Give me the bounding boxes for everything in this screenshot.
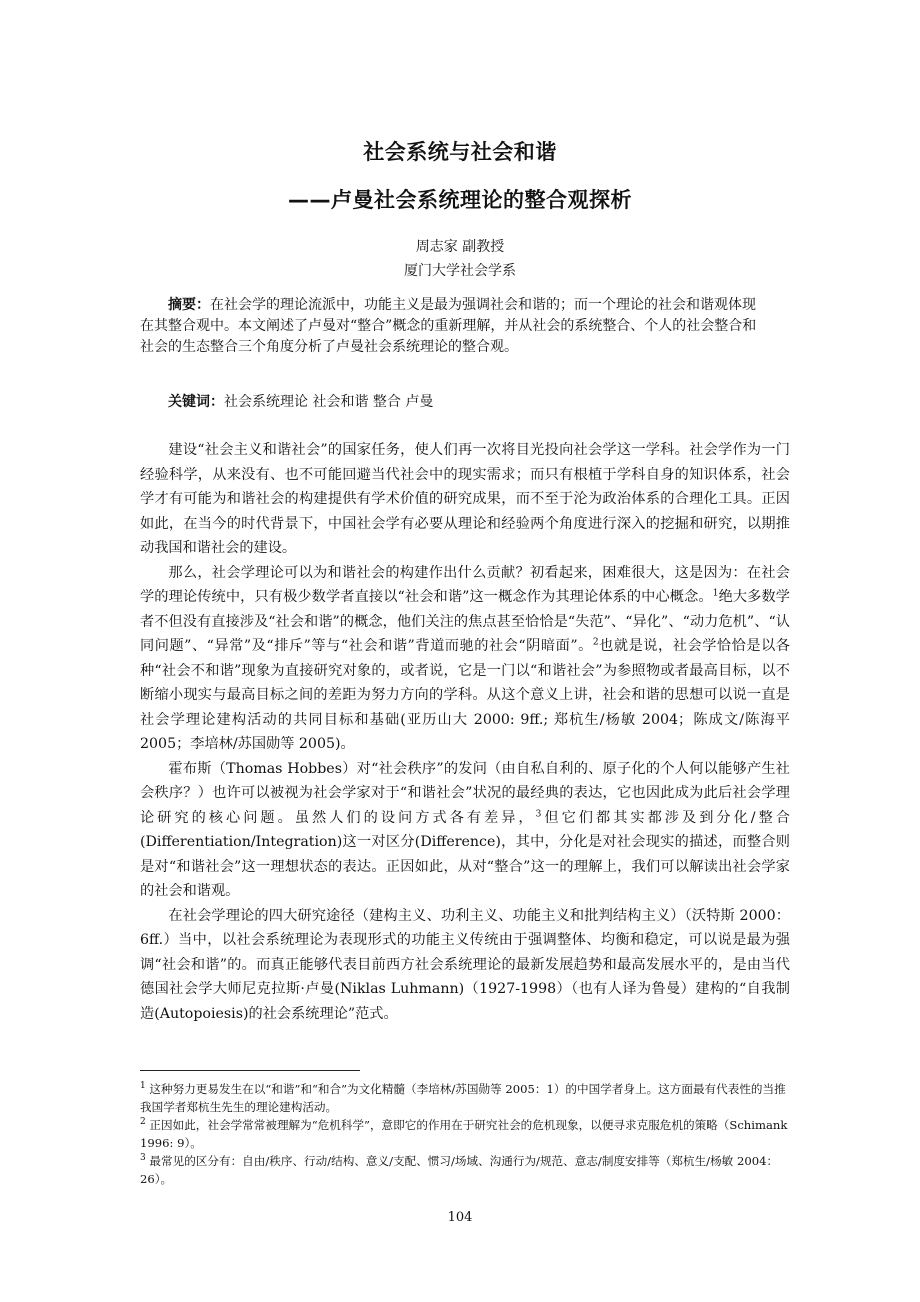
paragraph-text: 但它们都其实都涉及到分化/整合(Differentiation/Integration)这一对区分(Difference)，其中，分化是对社会现实的描述，而整合则是对“和谐社会”这一理想状态的表达。正因如此，从对“整合”这一的理解上，我们可以解读出社会学家的社会和谐观。 [140,809,790,899]
footnote-ref: 3 [535,808,542,819]
body-paragraph-2 [140,561,790,757]
footnote-ref: 2 [592,637,599,648]
footnote-text: 正因如此，社会学常常被理解为“危机科学”，意即它的作用在于研究社会的危机现象，以便寻求克服危机的策略（Schimank 1996: 9）。 [140,1118,788,1150]
affiliation-line: 厦门大学社会学系 [404,263,516,279]
paragraph-text: 也就是说，社会学恰恰是以各种“社会不和谐”现象为直接研究对象的，或者说，它是一门以“和谐社会”为参照物或者最高目标，以不断缩小现实与最高目标之间的差距为努力方向的学科。从这个意义上讲，社会和谐的思想可以说一直是社会学理论建构活动的共同目标和基础(亚历山大 2000: 9ff.; 郑杭生/杨敏 2004；陈成文/陈海平 2005；李培林/苏国勋等 2005)。 [140,638,790,752]
body-text [140,438,790,1026]
footnote-3 [140,1152,790,1188]
footnote-divider [140,1070,360,1071]
footnote-ref: 1 [712,588,719,599]
paragraph-text: 霍布斯（Thomas Hobbes）对“社会秩序”的发问（由自私自利的、原子化的个人何以能够产生社会秩序？）也许可以被视为社会学家对于“和谐社会”状况的最经典的表达，它也因此成为此后社会学理论研究的核心问题。虽然人们的设问方式各有差异， [140,760,790,826]
footnotes [140,1080,790,1188]
footnote-number: 2 [140,1117,146,1128]
paper-title: 社会系统与社会和谐 [363,140,557,164]
paragraph-text: 那么，社会学理论可以为和谐社会的构建作出什么贡献？初看起来，困难很大，这是因为：在社会学的理论传统中，只有极少数学者直接以“社会和谐”这一概念作为其理论体系的中心概念。 [140,564,790,605]
footnote-text: 最常见的区分有：自由/秩序、行动/结构、意义/支配、惯习/场域、沟通行为/规范、意志/制度安排等（郑杭生/杨敏 2004：26）。 [140,1154,779,1186]
footnote-number: 3 [140,1153,146,1164]
footnote-1 [140,1080,790,1116]
body-paragraph-1: 建设“社会主义和谐社会”的国家任务，使人们再一次将目光投向社会学这一学科。社会学作为一门经验科学，从来没有、也不可能回避当代社会中的现实需求；而只有根植于学科自身的知识体系，社会学才有可能为和谐社会的构建提供有学术价值的研究成果，而不至于沦为政治体系的合理化工具。正因如此，在当今的时代背景下，中国社会学有必要从理论和经验两个角度进行深入的挖掘和研究，以期推动我国和谐社会的建设。 [140,442,790,556]
paper-subtitle: ——卢曼社会系统理论的整合观探析 [288,188,632,212]
abstract-label: 摘要： [168,297,210,313]
page-number: 104 [447,1210,473,1225]
author-line: 周志家 副教授 [415,239,505,255]
abstract-text: 在社会学的理论流派中，功能主义是最为强调社会和谐的；而一个理论的社会和谐观体现在其整合观中。本文阐述了卢曼对“整合”概念的重新理解，并从社会的系统整合、个人的社会整合和社会的生态整合三个角度分析了卢曼社会系统理论的整合观。 [140,297,757,355]
footnote-2 [140,1116,790,1152]
footnote-number: 1 [140,1081,146,1092]
paragraph-text: 绝大多数学者不但没有直接涉及“社会和谐”的概念，他们关注的焦点甚至恰恰是“失范”、“异化”、“动力危机”、“认同问题”、“异常”及“排斥”等与“社会和谐”背道而驰的社会“阴暗面”。 [140,589,790,654]
keywords-label: 关键词： [168,394,224,410]
abstract [140,295,760,358]
keywords [140,392,760,413]
body-paragraph-4: 在社会学理论的四大研究途径（建构主义、功利主义、功能主义和批判结构主义）（沃特斯 2000：6ff.）当中，以社会系统理论为表现形式的功能主义传统由于强调整体、均衡和稳定，可以说是最为强调“社会和谐”的。而真正能够代表目前西方社会系统理论的最新发展趋势和最高发展水平的，是由当代德国社会学大师尼克拉斯·卢曼(Niklas Luhmann)（1927-1998）（也有人译为鲁曼）建构的“自我制造(Autopoiesis)的社会系统理论”范式。 [140,907,790,1022]
footnote-text: 这种努力更易发生在以“和谐”和“和合”为文化精髓（李培林/苏国勋等 2005：1）的中国学者身上。这方面最有代表性的当推我国学者郑杭生先生的理论建构活动。 [140,1082,786,1114]
keywords-text: 社会系统理论 社会和谐 整合 卢曼 [224,394,434,410]
body-paragraph-3 [140,757,790,904]
